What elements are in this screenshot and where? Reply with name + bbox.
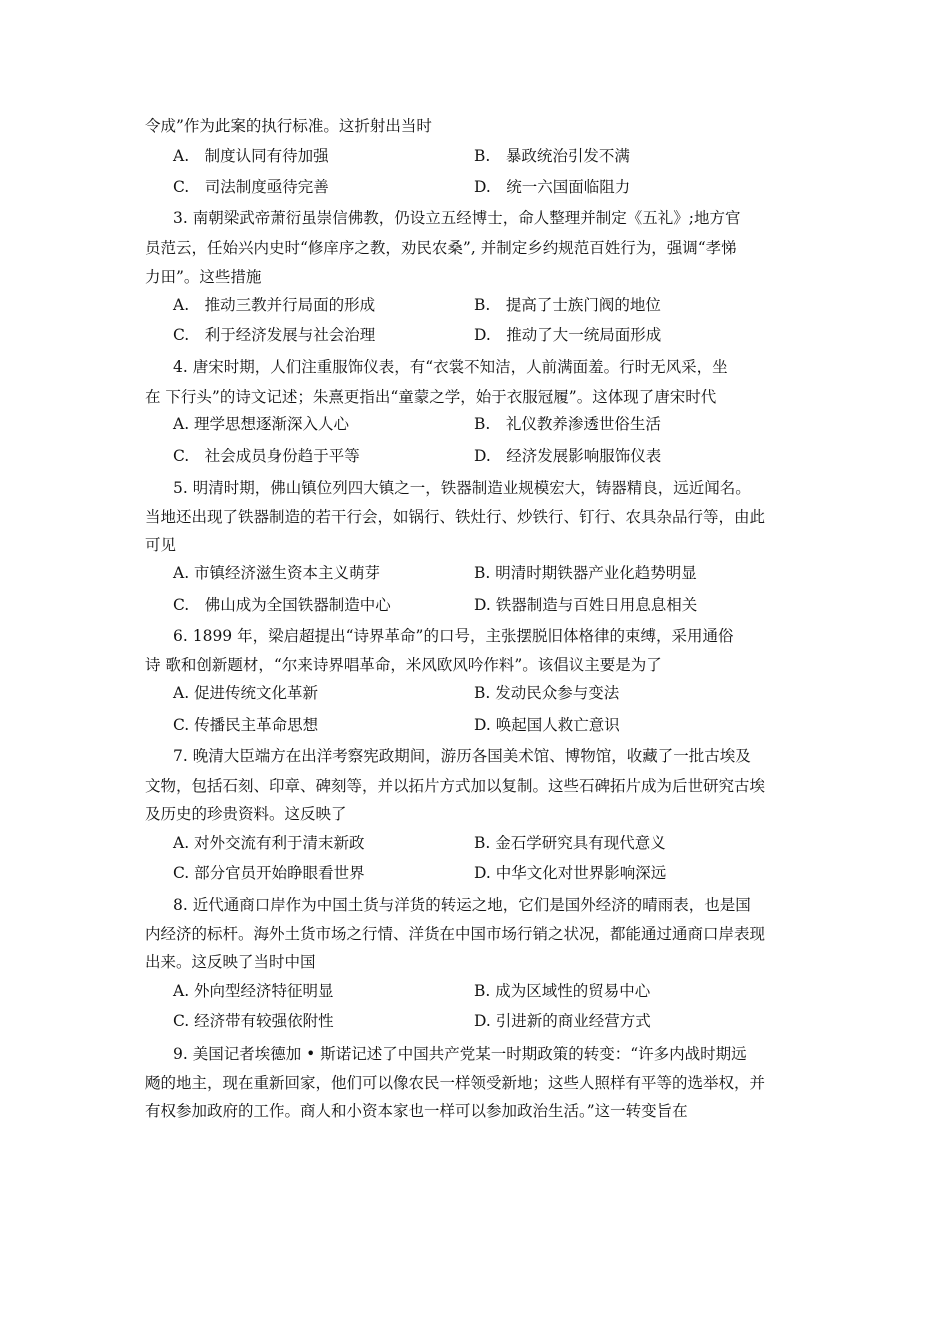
q7-option-c: C. 部分官员开始睁眼看世界 — [173, 864, 365, 882]
q5-stem-line-2: 当地还出现了铁器制造的若干行会，如锅行、铁灶行、炒铁行、钉行、农具杂品行等，由此 — [145, 508, 766, 526]
q6-stem-line-1: 6. 1899 年，梁启超提出“诗界革命”的口号，主张摆脱旧体格律的束缚，采用通俗 — [173, 627, 734, 645]
q8-stem-line-3: 出来。这反映了当时中国 — [145, 953, 316, 971]
q9-stem-line-3: 有权参加政府的工作。商人和小资本家也一样可以参加政治生活。”这一转变旨在 — [145, 1102, 688, 1120]
q5-stem-line-1: 5. 明清时期，佛山镇位列四大镇之一，铁器制造业规模宏大，铸器精良，远近闻名。 — [173, 479, 751, 497]
q6-option-a: A. 促进传统文化革新 — [173, 684, 319, 702]
q3-option-c: C. 利于经济发展与社会治理 — [173, 326, 376, 344]
q6-option-b: B. 发动民众参与变法 — [474, 684, 620, 702]
q2-stem-tail: 令成”作为此案的执行标准。这折射出当时 — [145, 117, 432, 135]
q2-option-c: C. 司法制度亟待完善 — [173, 178, 329, 196]
q8-stem-line-2: 内经济的标杆。海外土货市场之行情、洋货在中国市场行销之状况，都能通过通商口岸表现 — [145, 925, 766, 943]
q9-stem-line-1: 9. 美国记者埃德加 • 斯诺记述了中国共产党某一时期政策的转变：“许多内战时期远 — [173, 1045, 747, 1063]
q5-option-a: A. 市镇经济滋生资本主义萌芽 — [173, 564, 381, 582]
q8-option-a: A. 外向型经济特征明显 — [173, 982, 334, 1000]
q3-stem-line-3: 力田”。这些措施 — [145, 268, 262, 286]
q4-option-b: B. 礼仪教养渗透世俗生活 — [474, 415, 661, 433]
q4-stem-line-1: 4. 唐宋时期，人们注重服饰仪表，有“衣裳不知洁，人前满面羞。行时无风采，坐 — [173, 358, 728, 376]
q8-option-c: C. 经济带有较强依附性 — [173, 1012, 334, 1030]
q4-stem-line-2: 在 下行头”的诗文记述；朱熹更指出“童蒙之学，始于衣服冠履”。这体现了唐宋时代 — [145, 388, 717, 406]
q2-option-d: D. 统一六国面临阻力 — [474, 178, 631, 196]
q4-option-a: A. 理学思想逐渐深入人心 — [173, 415, 350, 433]
q2-option-b: B. 暴政统治引发不满 — [474, 147, 630, 165]
q6-stem-line-2: 诗 歌和创新题材，“尔来诗界唱革命，米风欧风吟作料”。该倡议主要是为了 — [145, 656, 662, 674]
q3-option-b: B. 提高了士族门阀的地位 — [474, 296, 661, 314]
q7-option-b: B. 金石学研究具有现代意义 — [474, 834, 666, 852]
q4-option-d: D. 经济发展影响服饰仪表 — [474, 447, 662, 465]
q3-option-d: D. 推动了大一统局面形成 — [474, 326, 662, 344]
q5-stem-line-3: 可见 — [145, 536, 177, 554]
q5-option-b: B. 明清时期铁器产业化趋势明显 — [474, 564, 697, 582]
q3-stem-line-1: 3. 南朝梁武帝萧衍虽崇信佛教，仍设立五经博士，命人整理并制定《五礼》;地方官 — [173, 209, 741, 227]
q8-stem-line-1: 8. 近代通商口岸作为中国土货与洋货的转运之地，它们是国外经济的晴雨表，也是国 — [173, 896, 751, 914]
q5-option-c: C. 佛山成为全国铁器制造中心 — [173, 596, 391, 614]
q3-option-a: A. 推动三教并行局面的形成 — [173, 296, 376, 314]
q5-option-d: D. 铁器制造与百姓日用息息相关 — [474, 596, 698, 614]
q4-option-c: C. 社会成员身份趋于平等 — [173, 447, 360, 465]
q8-option-b: B. 成为区域性的贸易中心 — [474, 982, 651, 1000]
q6-option-d: D. 唤起国人救亡意识 — [474, 716, 620, 734]
q3-stem-line-2: 员范云，任始兴内史时“修庠序之教，劝民农桑”, 并制定乡约规范百姓行为，强调“孝悌 — [145, 239, 737, 257]
q7-option-a: A. 对外交流有利于清末新政 — [173, 834, 365, 852]
q7-stem-line-3: 及历史的珍贵资料。这反映了 — [145, 805, 347, 823]
q9-stem-line-2: 飏的地主，现在重新回家，他们可以像农民一样领受新地；这些人照样有平等的选举权，并 — [145, 1074, 766, 1092]
q2-option-a: A. 制度认同有待加强 — [173, 147, 329, 165]
q7-option-d: D. 中华文化对世界影响深远 — [474, 864, 667, 882]
q8-option-d: D. 引进新的商业经营方式 — [474, 1012, 651, 1030]
q6-option-c: C. 传播民主革命思想 — [173, 716, 319, 734]
q7-stem-line-1: 7. 晚清大臣端方在出洋考察宪政期间，游历各国美术馆、博物馆，收藏了一批古埃及 — [173, 747, 751, 765]
q7-stem-line-2: 文物，包括石刻、印章、碑刻等，并以拓片方式加以复制。这些石碑拓片成为后世研究古埃 — [145, 777, 766, 795]
